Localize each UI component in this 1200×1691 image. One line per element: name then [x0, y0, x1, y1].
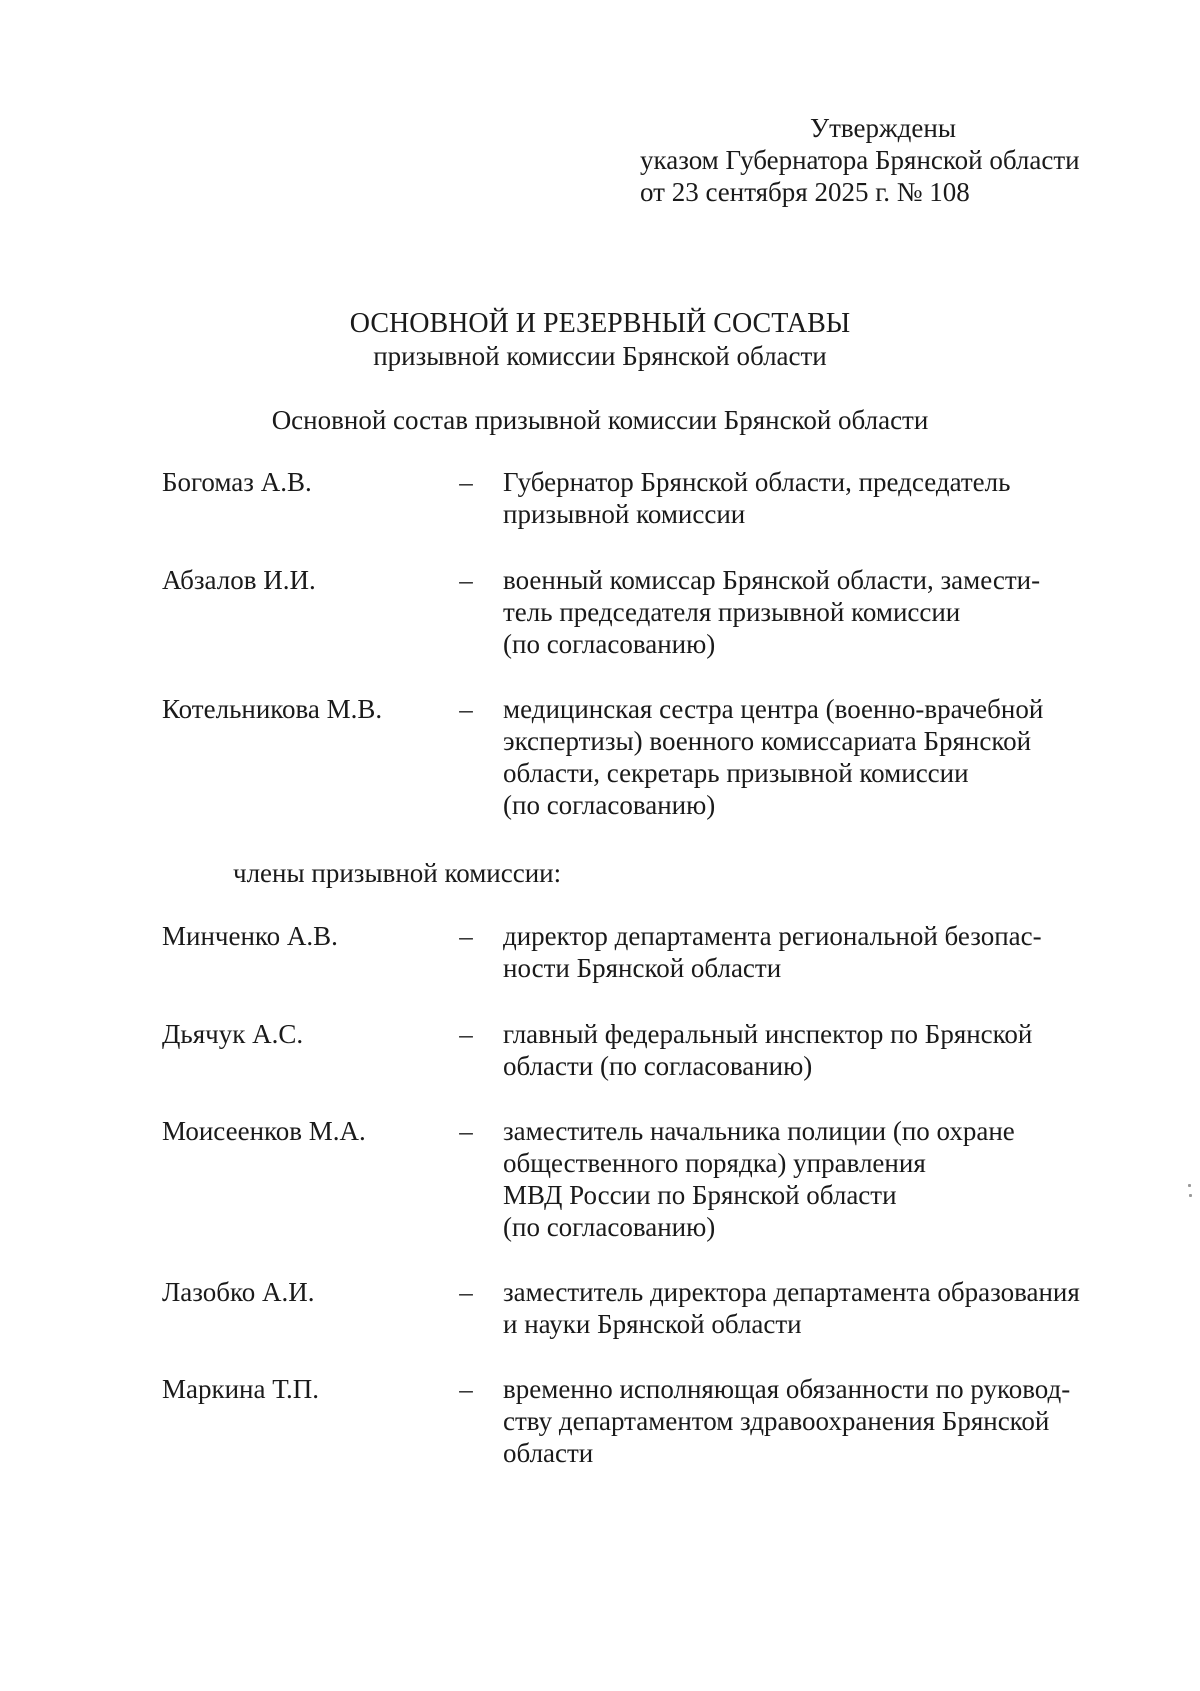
position-line: области [503, 1438, 594, 1468]
person-name: Абзалов И.И. [162, 565, 316, 595]
person-name: Моисеенков М.А. [162, 1116, 366, 1146]
person-name: Богомаз А.В. [162, 467, 312, 497]
position-line: Губернатор Брянской области, председатель [503, 467, 1011, 497]
approval-decree: указом Губернатора Брянской области [640, 145, 1080, 175]
person-position [503, 693, 1143, 821]
approval-title: Утверждены [810, 113, 956, 143]
person-name: Котельникова М.В. [162, 694, 383, 724]
person-position [503, 1276, 1143, 1340]
document-title: ОСНОВНОЙ И РЕЗЕРВНЫЙ СОСТАВЫ [349, 308, 851, 339]
position-line: призывной комиссии [503, 499, 746, 529]
person-name: Минченко А.В. [162, 921, 338, 951]
person-name: Маркина Т.П. [162, 1374, 320, 1404]
position-line: военный комиссар Брянской области, замести- [503, 565, 1041, 595]
person-name: Дьячук А.С. [162, 1019, 304, 1049]
dash-separator: – [459, 467, 473, 497]
person-position [503, 1373, 1143, 1469]
dash-separator: – [459, 1019, 473, 1049]
position-line: медицинская сестра центра (военно-врачебной [503, 694, 1044, 724]
dash-separator: – [459, 1116, 473, 1146]
position-line: области (по согласованию) [503, 1051, 813, 1081]
approval-stamp [640, 112, 1160, 208]
position-line: тель председателя призывной комиссии [503, 597, 961, 627]
position-line: (по согласованию) [503, 629, 716, 659]
scan-speck [1189, 1194, 1192, 1197]
approval-date-number: от 23 сентября 2025 г. № 108 [640, 177, 970, 207]
position-line: заместитель начальника полиции (по охране [503, 1116, 1015, 1146]
dash-separator: – [459, 565, 473, 595]
person-position [503, 1018, 1143, 1082]
position-line: заместитель директора департамента образования [503, 1277, 1080, 1307]
members-label: члены призывной комиссии: [233, 858, 562, 888]
person-position [503, 564, 1143, 660]
position-line: экспертизы) военного комиссариата Брянской [503, 726, 1032, 756]
person-position [503, 466, 1143, 530]
scan-speck [1188, 1184, 1191, 1187]
position-line: (по согласованию) [503, 1212, 716, 1242]
section-heading: Основной состав призывной комиссии Брянской области [271, 405, 929, 435]
position-line: временно исполняющая обязанности по руковод- [503, 1374, 1071, 1404]
person-name: Лазобко А.И. [162, 1277, 315, 1307]
position-line: области, секретарь призывной комиссии [503, 758, 969, 788]
position-line: и науки Брянской области [503, 1309, 802, 1339]
position-line: (по согласованию) [503, 790, 716, 820]
dash-separator: – [459, 1277, 473, 1307]
position-line: МВД России по Брянской области [503, 1180, 897, 1210]
position-line: ству департаментом здравоохранения Брянской [503, 1406, 1050, 1436]
dash-separator: – [459, 694, 473, 724]
person-position [503, 1115, 1143, 1243]
dash-separator: – [459, 1374, 473, 1404]
document-subtitle: призывной комиссии Брянской области [373, 341, 827, 371]
position-line: ности Брянской области [503, 953, 782, 983]
person-position [503, 920, 1143, 984]
dash-separator: – [459, 921, 473, 951]
position-line: общественного порядка) управления [503, 1148, 926, 1178]
position-line: директор департамента региональной безопас- [503, 921, 1042, 951]
position-line: главный федеральный инспектор по Брянской [503, 1019, 1033, 1049]
